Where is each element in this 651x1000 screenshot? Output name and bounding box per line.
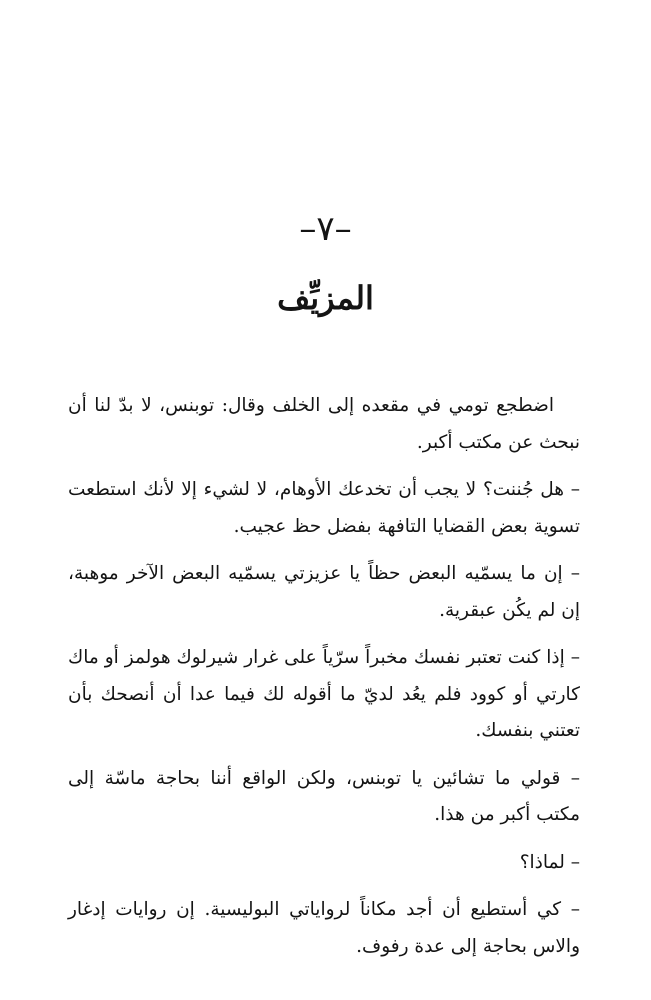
paragraph: – لماذا؟ [519, 851, 580, 873]
paragraph: – إن ما يسمّيه البعض حظاً يا عزيزتي يسمّيه البعض الآخر موهبة، إن لم يكُن عبقرية. [68, 563, 580, 621]
chapter-number: –٧– [299, 209, 352, 249]
paragraph: – قولي ما تشائين يا توبنس، ولكن الواقع أننا بحاجة ماسّة إلى مكتب أكبر من هذا. [68, 767, 580, 825]
paragraph: – هل جُننت؟ لا يجب أن تخدعك الأوهام، لا لشيء إلا لأنك استطعت تسوية بعض القضايا التافهة بفضل حظ عجيب. [68, 479, 580, 537]
chapter-body [68, 388, 580, 976]
chapter-title: المزيِّف [277, 279, 374, 317]
paragraph: – إذا كنت تعتبر نفسك مخبراً سرّياً على غرار شيرلوك هولمز أو ماك كارتي أو كوود فلم يعُد لديّ ما أقوله لك فيما عدا أن أنصحك بأن تعتني بنفسك. [68, 647, 580, 741]
paragraph: – كي أستطيع أن أجد مكاناً لرواياتي البوليسية. إن روايات إدغار والاس بحاجة إلى عدة رفوف. [68, 899, 580, 957]
paragraph: اضطجع تومي في مقعده إلى الخلف وقال: توبنس، لا بدّ لنا أن نبحث عن مكتب أكبر. [68, 395, 580, 453]
